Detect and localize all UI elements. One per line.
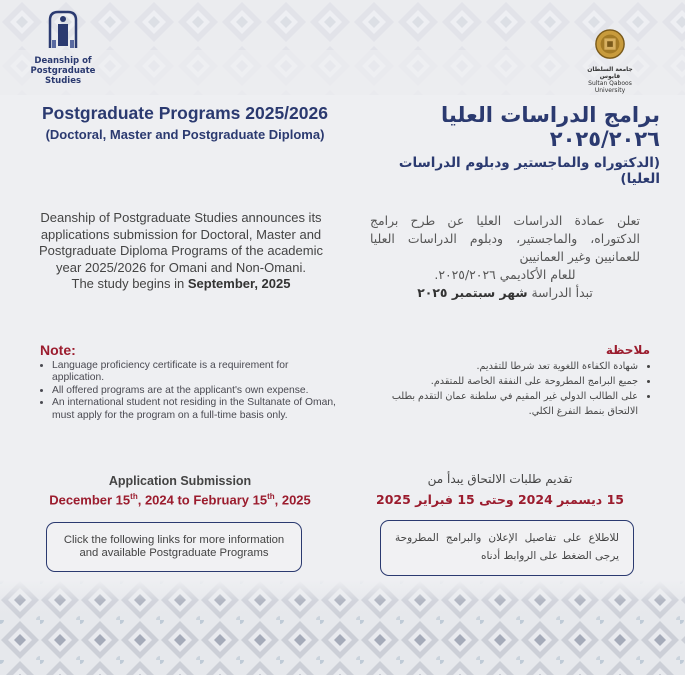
deanship-logo-caption: Deanship of Postgraduate Studies: [30, 56, 96, 86]
application-en-end: , 2025: [274, 492, 311, 508]
links-info-ar-text: للاطلاع على تفاصيل الإعلان والبرامج المطروحة يرجى الضغط على الروابط أدناه: [395, 532, 619, 562]
title-en-main: Postgraduate Programs 2025/2026: [42, 103, 328, 123]
application-en-dates: [30, 492, 330, 507]
list-item: • An international student not residing in the Sultanate of Oman, must apply for the program on a full-time basis only.: [52, 397, 340, 422]
list-item: • Language proficiency certificate is a requirement for application.: [52, 360, 340, 385]
title-en-sub: (Doctoral, Master and Postgraduate Diploma): [45, 127, 325, 142]
title-arabic: [360, 103, 660, 187]
title-english: [20, 103, 350, 142]
note-ar-heading: ملاحظة: [605, 343, 650, 357]
list-item: • شهادة الكفاءة اللغوية تعد شرطا للتقديم.: [360, 359, 638, 374]
links-info-en-text: Click the following links for more information and available Postgraduate Programs: [63, 533, 285, 559]
note-arabic: [360, 343, 650, 419]
intro-arabic: [370, 212, 640, 302]
university-logo: [583, 28, 637, 94]
note-english: [40, 342, 340, 422]
intro-en-start-prefix: The study begins in: [71, 276, 188, 292]
application-ar-dates: 15 ديسمبر 2024 وحتى 15 فبراير 2025: [376, 492, 624, 507]
deanship-logo: [18, 10, 108, 86]
university-name-ar: جامعة السلطان قابوس: [587, 66, 633, 80]
application-en-start-sup: th: [130, 492, 138, 501]
list-item: • All offered programs are at the applicant's own expense.: [52, 385, 340, 397]
links-info-box-arabic[interactable]: [380, 520, 634, 576]
intro-ar-year: للعام الأكاديمي ٢٠٢٥/٢٠٢٦.: [434, 267, 576, 282]
intro-en-body: Deanship of Postgraduate Studies announces its applications submission for Doctoral, Master and Postgraduate Diploma Programs of the academic year 2025/2026 for Omani and Non-Omani.: [39, 210, 323, 275]
application-arabic: [370, 472, 630, 507]
intro-en-start-date: September, 2025: [187, 276, 291, 292]
application-en-heading: Application Submission: [108, 474, 252, 488]
application-en-end-sup: th: [267, 492, 275, 501]
note-en-list: [40, 360, 340, 422]
intro-ar-body: تعلن عمادة الدراسات العليا عن طرح برامج الدكتوراه، والماجستير، ودبلوم الدراسات العليا للعمانيين وغير العمانيين: [370, 213, 640, 264]
application-en-start: December 15: [49, 492, 131, 508]
intro-english: [36, 210, 326, 293]
application-english: [30, 474, 330, 507]
application-en-mid: , 2024 to February 15: [137, 492, 268, 508]
deanship-logo-icon: [46, 10, 80, 50]
intro-ar-start: [370, 284, 640, 302]
note-ar-list: [360, 359, 650, 419]
list-item: • على الطالب الدولي غير المقيم في سلطنة عمان التقدم بطلب الالتحاق بنمط التفرغ الكلي.: [360, 389, 638, 419]
note-en-heading: Note:: [40, 342, 76, 358]
intro-ar-start-date: شهر سبتمبر ٢٠٢٥: [417, 285, 528, 300]
intro-en-start: [36, 276, 326, 293]
list-item: • جميع البرامج المطروحة على النفقة الخاصة للمتقدم.: [360, 374, 638, 389]
title-ar-sub: (الدكتوراه والماجستير ودبلوم الدراسات العليا): [398, 155, 660, 187]
links-info-box-english[interactable]: [46, 522, 302, 572]
intro-ar-start-prefix: تبدأ الدراسة: [527, 285, 593, 300]
application-ar-heading: تقديم طلبات الالتحاق يبدأ من: [427, 472, 573, 486]
university-name-en: Sultan Qaboos University: [588, 80, 632, 94]
title-ar-main: برامج الدراسات العليا ٢٠٢٥/٢٠٢٦: [440, 103, 660, 151]
university-emblem-icon: [594, 28, 626, 62]
bottom-pattern-band: [0, 580, 685, 675]
